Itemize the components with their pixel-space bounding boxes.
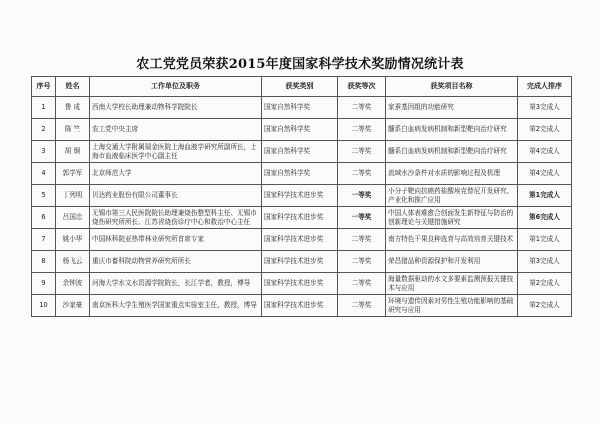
header-name: 姓名 bbox=[56, 77, 90, 97]
cell-rank: 第4完成人 bbox=[518, 141, 572, 163]
cell-unit: 中国林科院亚热带林业研究所首席专家 bbox=[90, 229, 262, 251]
cell-unit: 北京师范大学 bbox=[90, 163, 262, 185]
cell-name: 郭学军 bbox=[56, 163, 90, 185]
cell-unit: 西南大学校长助理兼动物科学院院长 bbox=[90, 97, 262, 119]
cell-level: 一等奖 bbox=[338, 185, 386, 207]
cell-seq: 4 bbox=[32, 163, 56, 185]
table-row bbox=[32, 273, 572, 295]
cell-rank: 第1完成人 bbox=[518, 229, 572, 251]
cell-seq: 1 bbox=[32, 97, 56, 119]
cell-project: 荣昌猪品种资源保护和开发利用 bbox=[386, 251, 518, 273]
cell-category: 国家科学技术进步奖 bbox=[262, 251, 338, 273]
cell-project: 家蚕基因组的功能研究 bbox=[386, 97, 518, 119]
cell-category: 国家自然科学奖 bbox=[262, 97, 338, 119]
cell-level: 二等奖 bbox=[338, 295, 386, 317]
cell-name: 丁列明 bbox=[56, 185, 90, 207]
cell-seq: 8 bbox=[32, 251, 56, 273]
header-seq: 序号 bbox=[32, 77, 56, 97]
cell-category: 国家科学技术进步奖 bbox=[262, 229, 338, 251]
cell-unit: 河海大学水文水资源学院院长，长江学者，教授，博导 bbox=[90, 273, 262, 295]
cell-level: 二等奖 bbox=[338, 229, 386, 251]
cell-project: 中国人体表难愈合创面发生新特征与防治的创新理论与关键措施研究 bbox=[386, 207, 518, 229]
cell-level: 二等奖 bbox=[338, 141, 386, 163]
table-row bbox=[32, 141, 572, 163]
cell-rank: 第1完成人 bbox=[518, 185, 572, 207]
cell-category: 国家科学技术进步奖 bbox=[262, 185, 338, 207]
cell-seq: 5 bbox=[32, 185, 56, 207]
table-row bbox=[32, 119, 572, 141]
cell-rank: 第4完成人 bbox=[518, 163, 572, 185]
cell-level: 二等奖 bbox=[338, 251, 386, 273]
table-header-row bbox=[32, 77, 572, 97]
cell-category: 国家科学技术进步奖 bbox=[262, 295, 338, 317]
table-row bbox=[32, 251, 572, 273]
cell-category: 国家自然科学奖 bbox=[262, 119, 338, 141]
cell-unit: 上海交通大学附属瑞金医院上海血液学研究所副所长，上海市血液临床医学中心副主任 bbox=[90, 141, 262, 163]
document-title: 农工党党员荣获2015年度国家科学技术奖励情况统计表 bbox=[136, 57, 464, 72]
cell-seq: 6 bbox=[32, 207, 56, 229]
cell-rank: 第2完成人 bbox=[518, 295, 572, 317]
cell-name: 姚小华 bbox=[56, 229, 90, 251]
cell-name: 余钟波 bbox=[56, 273, 90, 295]
cell-unit: 贝达药业股份有限公司董事长 bbox=[90, 185, 262, 207]
cell-level: 二等奖 bbox=[338, 163, 386, 185]
cell-category: 国家科学技术进步奖 bbox=[262, 273, 338, 295]
header-level: 获奖等次 bbox=[338, 77, 386, 97]
cell-unit: 无锡市第三人民医院院长助理兼烧伤整型科主任、无锡市烧伤研究所所长、江苏省烧伤诊疗中心和救治中心主任 bbox=[90, 207, 262, 229]
cell-seq: 7 bbox=[32, 229, 56, 251]
cell-level: 二等奖 bbox=[338, 119, 386, 141]
table-body bbox=[32, 97, 572, 317]
cell-rank: 第3完成人 bbox=[518, 97, 572, 119]
cell-seq: 2 bbox=[32, 119, 56, 141]
table-row bbox=[32, 185, 572, 207]
cell-rank: 第2完成人 bbox=[518, 273, 572, 295]
cell-project: 髓系白血病发病机制和新型靶向治疗研究 bbox=[386, 119, 518, 141]
table-row bbox=[32, 207, 572, 229]
cell-name: 鲁 成 bbox=[56, 97, 90, 119]
cell-category: 国家自然科学奖 bbox=[262, 163, 338, 185]
cell-category: 国家自然科学奖 bbox=[262, 141, 338, 163]
table-row bbox=[32, 229, 572, 251]
cell-category: 国家科学技术进步奖 bbox=[262, 207, 338, 229]
cell-project: 小分子靶向抗癌药盐酸埃克替尼开发研究、产业化和推广应用 bbox=[386, 185, 518, 207]
table-row bbox=[32, 97, 572, 119]
cell-unit: 重庆市畜科院动物营养研究所所长 bbox=[90, 251, 262, 273]
cell-seq: 9 bbox=[32, 273, 56, 295]
cell-unit: 农工党中央主席 bbox=[90, 119, 262, 141]
table-row bbox=[32, 295, 572, 317]
cell-level: 二等奖 bbox=[338, 97, 386, 119]
cell-seq: 3 bbox=[32, 141, 56, 163]
header-unit: 工作单位及职务 bbox=[90, 77, 262, 97]
cell-project: 流域水沙条件对水质的影响过程及机理 bbox=[386, 163, 518, 185]
header-category: 获奖类别 bbox=[262, 77, 338, 97]
cell-rank: 第3完成人 bbox=[518, 251, 572, 273]
cell-name: 杨飞云 bbox=[56, 251, 90, 273]
cell-project: 海量数据驱动的水文多要素监测预报关键技术与应用 bbox=[386, 273, 518, 295]
cell-project: 环境与遗传因素对男性生殖功能影响的基础研究与应用 bbox=[386, 295, 518, 317]
cell-rank: 第6完成人 bbox=[518, 207, 572, 229]
cell-seq: 10 bbox=[32, 295, 56, 317]
cell-rank: 第2完成人 bbox=[518, 119, 572, 141]
awards-table bbox=[31, 76, 572, 317]
table-row bbox=[32, 163, 572, 185]
cell-name: 沙家豪 bbox=[56, 295, 90, 317]
header-rank: 完成人排序 bbox=[518, 77, 572, 97]
cell-unit: 南京医科大学生殖医学国家重点实验室主任，教授，博导 bbox=[90, 295, 262, 317]
cell-name: 吕国忠 bbox=[56, 207, 90, 229]
cell-level: 二等奖 bbox=[338, 273, 386, 295]
cell-name: 胡 炯 bbox=[56, 141, 90, 163]
cell-project: 南方特色干果良种选育与高效培育关键技术 bbox=[386, 229, 518, 251]
cell-level: 一等奖 bbox=[338, 207, 386, 229]
header-project: 获奖项目名称 bbox=[386, 77, 518, 97]
cell-project: 髓系白血病发病机制和新型靶向治疗研究 bbox=[386, 141, 518, 163]
cell-name: 陈 竺 bbox=[56, 119, 90, 141]
